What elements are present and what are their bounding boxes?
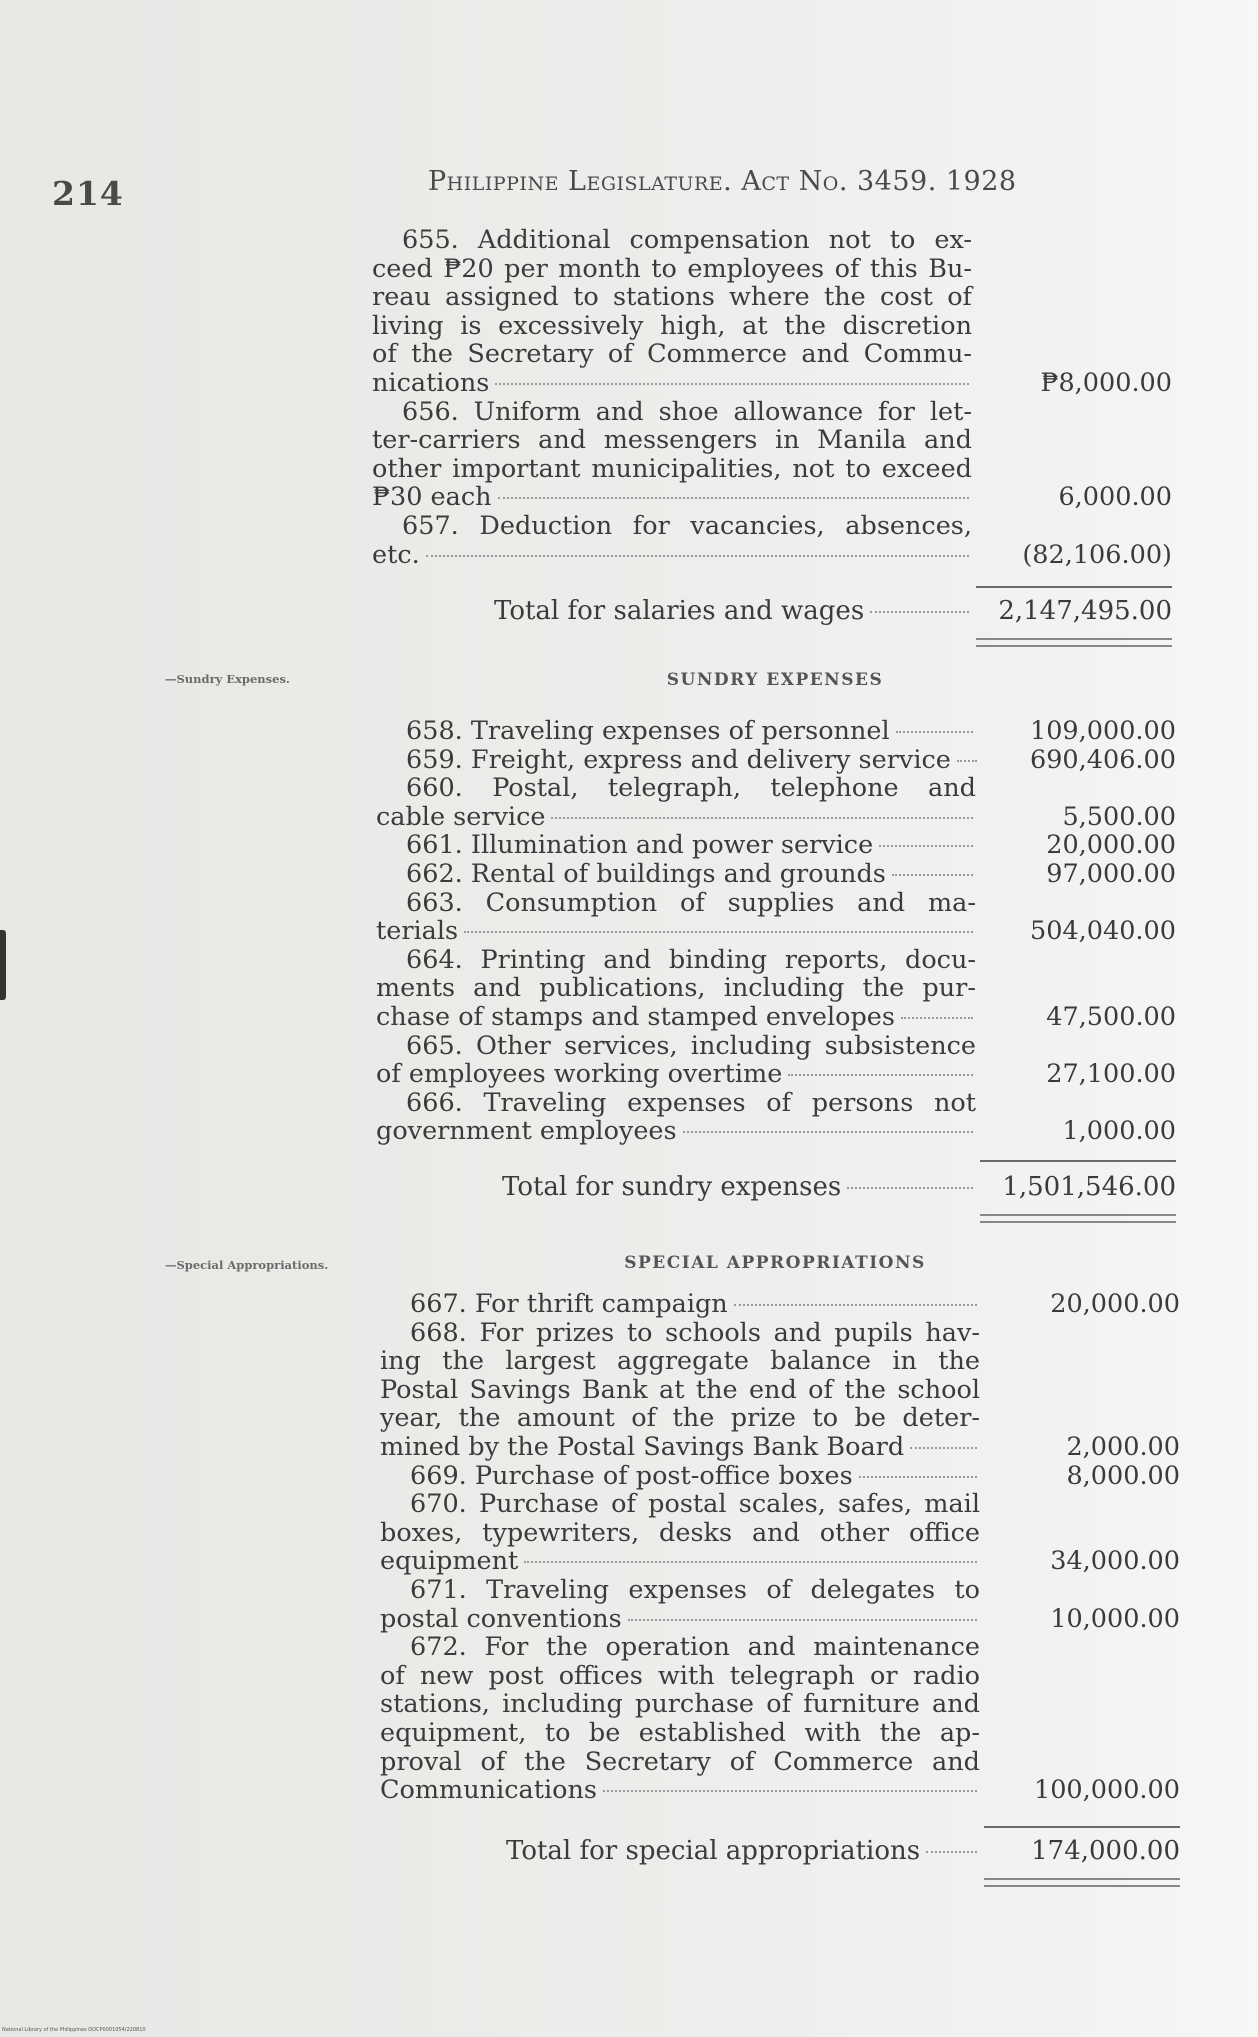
line-item bbox=[380, 1460, 1180, 1491]
leader-dots bbox=[847, 1187, 973, 1189]
item-last-line bbox=[376, 916, 1176, 947]
special-heading: SPECIAL APPROPRIATIONS bbox=[624, 1253, 926, 1273]
item-text-line: 658. Traveling expenses of personnel bbox=[406, 716, 890, 746]
item-amount: 2,000.00 bbox=[1066, 1431, 1180, 1462]
item-amount: 47,500.00 bbox=[1046, 1001, 1176, 1032]
item-text-line: proval of the Secretary of Commerce and bbox=[380, 1746, 980, 1777]
margin-note-sundry: —Sundry Expenses. bbox=[165, 672, 290, 686]
item-text-line: Postal Savings Bank at the end of the school bbox=[380, 1374, 980, 1405]
item-text-line: ceed ₱20 per month to employees of this Bu- bbox=[372, 253, 972, 284]
item-last-line bbox=[376, 801, 1176, 832]
item-text-line: of new post offices with telegraph or radio bbox=[380, 1660, 980, 1691]
line-item bbox=[376, 830, 1176, 861]
salaries-items bbox=[372, 225, 1172, 570]
item-text-line: living is excessively high, at the discretion bbox=[372, 310, 972, 341]
line-item bbox=[380, 1289, 1180, 1319]
leader-dots bbox=[495, 383, 969, 385]
leader-dots bbox=[551, 817, 973, 819]
line-item bbox=[376, 716, 1176, 746]
line-item bbox=[376, 887, 1176, 947]
item-text-line: 670. Purchase of postal scales, safes, mail bbox=[410, 1489, 980, 1520]
item-last-line bbox=[380, 1460, 1180, 1491]
item-text-line: 666. Traveling expenses of persons not bbox=[406, 1087, 976, 1118]
item-text-line: stations, including purchase of furniture and bbox=[380, 1689, 980, 1720]
salaries-total-rule bbox=[976, 586, 1172, 588]
line-item bbox=[376, 1030, 1176, 1090]
item-amount: 504,040.00 bbox=[1029, 916, 1176, 947]
special-total-amount: 174,000.00 bbox=[1031, 1836, 1180, 1866]
line-item bbox=[380, 1632, 1180, 1806]
item-text-line: 663. Consumption of supplies and ma- bbox=[406, 887, 976, 918]
line-item bbox=[376, 1087, 1176, 1147]
item-text-line: year, the amount of the prize to be deter- bbox=[380, 1403, 980, 1434]
item-last-line bbox=[380, 1603, 1180, 1634]
leader-dots bbox=[859, 1476, 977, 1478]
item-last-line bbox=[376, 1001, 1176, 1032]
line-item bbox=[380, 1317, 1180, 1462]
line-item bbox=[380, 1574, 1180, 1634]
sundry-double-rule bbox=[980, 1214, 1176, 1223]
item-amount: 20,000.00 bbox=[1050, 1289, 1180, 1319]
leader-dots bbox=[901, 1017, 973, 1019]
item-last-line bbox=[380, 1546, 1180, 1577]
special-total-rule bbox=[984, 1826, 1180, 1828]
item-text-line: of employees working overtime bbox=[376, 1059, 783, 1090]
leader-dots bbox=[464, 931, 973, 933]
leader-dots bbox=[896, 731, 973, 733]
special-double-rule bbox=[984, 1878, 1180, 1887]
item-amount: 109,000.00 bbox=[1029, 716, 1176, 746]
leader-dots bbox=[603, 1790, 977, 1792]
item-last-line bbox=[372, 539, 1172, 570]
leader-dots bbox=[524, 1561, 977, 1563]
item-amount: (82,106.00) bbox=[1022, 539, 1172, 570]
item-text-line: 660. Postal, telegraph, telephone and bbox=[406, 773, 976, 804]
leader-dots bbox=[870, 611, 969, 613]
salaries-total-label: Total for salaries and wages bbox=[494, 596, 865, 626]
line-item bbox=[372, 225, 1172, 398]
item-text-line: government employees bbox=[376, 1116, 677, 1147]
item-last-line bbox=[380, 1289, 1180, 1319]
leader-dots bbox=[892, 874, 973, 876]
item-text-line: cable service bbox=[376, 801, 546, 832]
line-item bbox=[376, 744, 1176, 775]
page-edge-shadow bbox=[0, 930, 6, 1000]
leader-dots bbox=[879, 845, 973, 847]
item-text-line: 668. For prizes to schools and pupils hav- bbox=[410, 1317, 980, 1348]
item-text-line: equipment bbox=[380, 1546, 519, 1577]
item-text-line: etc. bbox=[372, 539, 420, 570]
special-items bbox=[380, 1289, 1180, 1806]
leader-dots bbox=[426, 555, 969, 557]
item-text-line: mined by the Postal Savings Bank Board bbox=[380, 1431, 905, 1462]
item-text-line: 659. Freight, express and delivery service bbox=[406, 744, 951, 775]
salaries-total-amount: 2,147,495.00 bbox=[998, 596, 1172, 626]
salaries-double-rule bbox=[976, 638, 1172, 647]
item-amount: 100,000.00 bbox=[1033, 1775, 1180, 1806]
item-text-line: 664. Printing and binding reports, docu- bbox=[406, 944, 976, 975]
margin-note-special-text: —Special Appropriations. bbox=[165, 1258, 329, 1272]
item-amount: 34,000.00 bbox=[1050, 1546, 1180, 1577]
line-item bbox=[376, 944, 1176, 1032]
item-last-line bbox=[380, 1431, 1180, 1462]
item-last-line bbox=[380, 1775, 1180, 1806]
running-head: Philippine Legislature. Act No. 3459. 1928 bbox=[428, 166, 1017, 197]
item-text-line: ter-carriers and messengers in Manila and bbox=[372, 425, 972, 456]
item-text-line: Communications bbox=[380, 1775, 597, 1806]
item-amount: 8,000.00 bbox=[1066, 1460, 1180, 1491]
item-text-line: 657. Deduction for vacancies, absences, bbox=[402, 510, 972, 541]
item-amount: 5,500.00 bbox=[1062, 801, 1176, 832]
item-text-line: 669. Purchase of post-office boxes bbox=[410, 1460, 853, 1491]
leader-dots bbox=[788, 1074, 973, 1076]
item-text-line: postal conventions bbox=[380, 1603, 622, 1634]
special-total-label: Total for special appropriations bbox=[506, 1836, 921, 1866]
item-amount: 6,000.00 bbox=[1058, 482, 1172, 513]
item-last-line bbox=[376, 744, 1176, 775]
item-text-line: 665. Other services, including subsistence bbox=[406, 1030, 976, 1061]
line-item bbox=[380, 1489, 1180, 1577]
sundry-total-rule bbox=[980, 1160, 1176, 1162]
sundry-total-label: Total for sundry expenses bbox=[502, 1172, 842, 1202]
item-text-line: terials bbox=[376, 916, 459, 947]
item-text-line: boxes, typewriters, desks and other office bbox=[380, 1517, 980, 1548]
item-text-line: 656. Uniform and shoe allowance for let- bbox=[402, 396, 972, 427]
leader-dots bbox=[957, 760, 977, 762]
leader-dots bbox=[910, 1447, 977, 1449]
line-item bbox=[376, 858, 1176, 889]
special-section bbox=[380, 1289, 1180, 1806]
sundry-heading: SUNDRY EXPENSES bbox=[666, 670, 884, 690]
item-last-line bbox=[372, 482, 1172, 513]
special-total-row bbox=[506, 1837, 980, 1866]
item-text-line: ing the largest aggregate balance in the bbox=[380, 1346, 980, 1377]
item-amount: 690,406.00 bbox=[1029, 744, 1176, 775]
salaries-section bbox=[372, 225, 1172, 570]
page-number: 214 bbox=[52, 174, 124, 213]
leader-dots bbox=[734, 1304, 977, 1306]
item-text-line: of the Secretary of Commerce and Commu- bbox=[372, 339, 972, 370]
sundry-section bbox=[376, 716, 1176, 1147]
item-text-line: reau assigned to stations where the cost of bbox=[372, 282, 972, 313]
item-text-line: chase of stamps and stamped envelopes bbox=[376, 1001, 895, 1032]
item-amount: 10,000.00 bbox=[1050, 1603, 1180, 1634]
item-text-line: 671. Traveling expenses of delegates to bbox=[410, 1574, 980, 1605]
item-text-line: other important municipalities, not to exceed bbox=[372, 453, 972, 484]
item-last-line bbox=[372, 367, 1172, 398]
sundry-total-amount: 1,501,546.00 bbox=[1002, 1172, 1176, 1202]
item-last-line bbox=[376, 830, 1176, 861]
leader-dots bbox=[498, 497, 969, 499]
item-last-line bbox=[376, 1116, 1176, 1147]
item-last-line bbox=[376, 716, 1176, 746]
item-text-line: 667. For thrift campaign bbox=[410, 1289, 728, 1319]
item-amount: 97,000.00 bbox=[1046, 858, 1176, 889]
item-amount: 27,100.00 bbox=[1046, 1059, 1176, 1090]
archive-footer: National Library of the Philippines DOCP0001054/220810 bbox=[2, 2027, 146, 2033]
item-text-line: 661. Illumination and power service bbox=[406, 830, 874, 861]
item-text-line: equipment, to be established with the ap- bbox=[380, 1717, 980, 1748]
sundry-items bbox=[376, 716, 1176, 1147]
line-item bbox=[372, 510, 1172, 570]
salaries-total-row bbox=[494, 597, 972, 626]
item-amount: ₱8,000.00 bbox=[1040, 367, 1172, 398]
leader-dots bbox=[628, 1619, 977, 1621]
leader-dots bbox=[683, 1131, 973, 1133]
item-last-line bbox=[376, 858, 1176, 889]
margin-note-special bbox=[165, 1258, 385, 1273]
line-item bbox=[376, 773, 1176, 832]
item-text-line: 655. Additional compensation not to ex- bbox=[402, 225, 972, 255]
item-last-line bbox=[376, 1059, 1176, 1090]
item-amount: 20,000.00 bbox=[1046, 830, 1176, 861]
item-text-line: ments and publications, including the pur- bbox=[376, 973, 976, 1004]
item-amount: 1,000.00 bbox=[1062, 1116, 1176, 1147]
sundry-total-row bbox=[502, 1173, 976, 1202]
item-text-line: 662. Rental of buildings and grounds bbox=[406, 858, 886, 889]
leader-dots bbox=[926, 1851, 977, 1853]
item-text-line: ₱30 each bbox=[372, 482, 492, 513]
item-text-line: 672. For the operation and maintenance bbox=[410, 1632, 980, 1663]
item-text-line: nications bbox=[372, 367, 490, 398]
line-item bbox=[372, 396, 1172, 513]
